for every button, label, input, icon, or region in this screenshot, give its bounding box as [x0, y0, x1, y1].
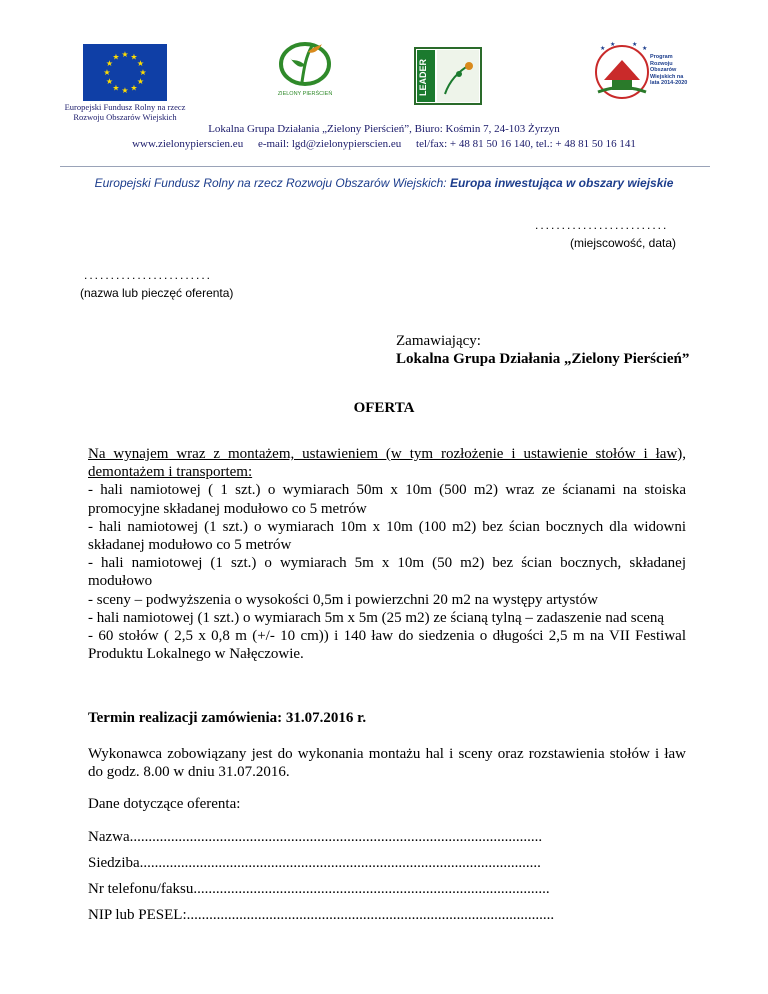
name-field[interactable]: Nazwa.............................................................................................................. — [88, 829, 543, 845]
svg-text:★: ★ — [139, 68, 147, 77]
orderer-block — [396, 332, 689, 368]
offerer-label: (nazwa lub pieczęć oferenta) — [80, 286, 234, 300]
scope-item: - hali namiotowej (1 szt.) o wymiarach 10m x 10m (100 m2) bez ścian bocznych dla widowni składanej modułowo co 5 metrów — [88, 518, 686, 554]
place-date-dots: ......................... — [535, 218, 669, 232]
slogan-bold: Europa inwestująca w obszary wiejskie — [449, 176, 674, 190]
header-divider — [60, 166, 710, 167]
svg-text:★: ★ — [105, 77, 114, 86]
address-field[interactable]: Siedziba........................................................................................................... — [88, 855, 541, 871]
svg-text:★: ★ — [112, 83, 120, 93]
orderer-label: Zamawiający: — [396, 333, 481, 349]
deadline: Termin realizacji zamówienia: 31.07.2016 r. — [88, 710, 367, 726]
eu-flag-logo — [83, 44, 167, 101]
prow-logo — [584, 40, 694, 104]
offerer-dots: ........................ — [84, 268, 213, 282]
document-title: OFERTA — [353, 400, 415, 416]
zp-logo-text: ZIELONY PIERŚCIEŃ — [277, 91, 333, 97]
svg-text:★: ★ — [600, 45, 606, 52]
offer-scope — [88, 445, 686, 663]
svg-text:★: ★ — [112, 52, 120, 62]
scope-item: - hali namiotowej ( 1 szt.) o wymiarach 50m x 10m (500 m2) wraz ze ścianami na stoiska promocyjne składanej modułowo co 5 metrów — [88, 482, 686, 517]
leader-logo — [413, 46, 483, 106]
slogan-normal: Europejski Fundusz Rolny na rzecz Rozwoju Obszarów Wiejskich: — [94, 176, 450, 190]
contractor-note: Wykonawca zobowiązany jest do wykonania montażu hal i sceny oraz rozstawienia stołów i ław do godz. 8.00 w dniu 31.07.2016. — [88, 746, 686, 781]
svg-text:★: ★ — [136, 77, 145, 86]
zielony-pierscien-logo — [262, 38, 348, 102]
svg-text:★: ★ — [642, 45, 648, 52]
prow-logo-text: Program Rozwoju Obszarów Wiejskich na lata 2014-2020 — [650, 54, 688, 86]
svg-text:★: ★ — [103, 68, 111, 77]
scope-item: - hali namiotowej (1 szt.) o wymiarach 5m x 10m (50 m2) bez ścian bocznych, składanej modułowo — [88, 555, 686, 590]
orderer-name: Lokalna Grupa Działania „Zielony Pierścień” — [396, 351, 690, 367]
svg-text:★: ★ — [105, 59, 114, 68]
svg-text:★: ★ — [130, 83, 138, 93]
eu-fund-caption: Europejski Fundusz Rolny na rzecz Rozwoju Obszarów Wiejskich — [64, 102, 186, 122]
svg-text:★: ★ — [136, 59, 145, 68]
nip-pesel-field[interactable]: NIP lub PESEL:.................................................................................................. — [88, 907, 555, 923]
offerer-data-heading: Dane dotyczące oferenta: — [88, 796, 241, 812]
leader-logo-text: LEADER — [418, 58, 428, 96]
place-date-label: (miejscowość, data) — [570, 236, 677, 250]
svg-text:★: ★ — [130, 52, 138, 62]
scope-item: - 60 stołów ( 2,5 x 0,8 m (+/- 10 cm)) i 140 ław do siedzenia o długości 2,5 m na VII Festiwal Produktu Lokalnego w Nałęczowie. — [88, 628, 686, 663]
lgd-address: Lokalna Grupa Działania „Zielony Pierścień”, Biuro: Kośmin 7, 24-103 Żyrzyn — [208, 123, 560, 135]
scope-item: - sceny – podwyższenia o wysokości 0,5m i powierzchni 20 m2 na występy artystów — [88, 591, 598, 608]
website-link: www.zielonypierscien.eu — [132, 138, 244, 150]
svg-text:★: ★ — [632, 41, 638, 48]
email-text: e-mail: lgd@zielonypierscien.eu — [257, 138, 402, 150]
svg-text:★: ★ — [121, 86, 129, 95]
scope-item: - hali namiotowej (1 szt.) o wymiarach 5m x 5m (25 m2) ze ścianą tylną – zadaszenie nad sceną — [88, 609, 665, 626]
scope-intro: Na wynajem wraz z montażem, ustawieniem (w tym rozłożenie i ustawienie stołów i ław), demontażem i transportem: — [88, 446, 686, 481]
phone-text: tel/fax: + 48 81 50 16 140, tel.: + 48 81 50 16 141 — [416, 138, 636, 150]
svg-text:★: ★ — [121, 50, 129, 59]
phone-fax-field[interactable]: Nr telefonu/faksu............................................................................................... — [88, 881, 550, 897]
contact-line — [0, 138, 768, 150]
fund-slogan — [0, 176, 768, 190]
svg-text:★: ★ — [610, 41, 616, 48]
